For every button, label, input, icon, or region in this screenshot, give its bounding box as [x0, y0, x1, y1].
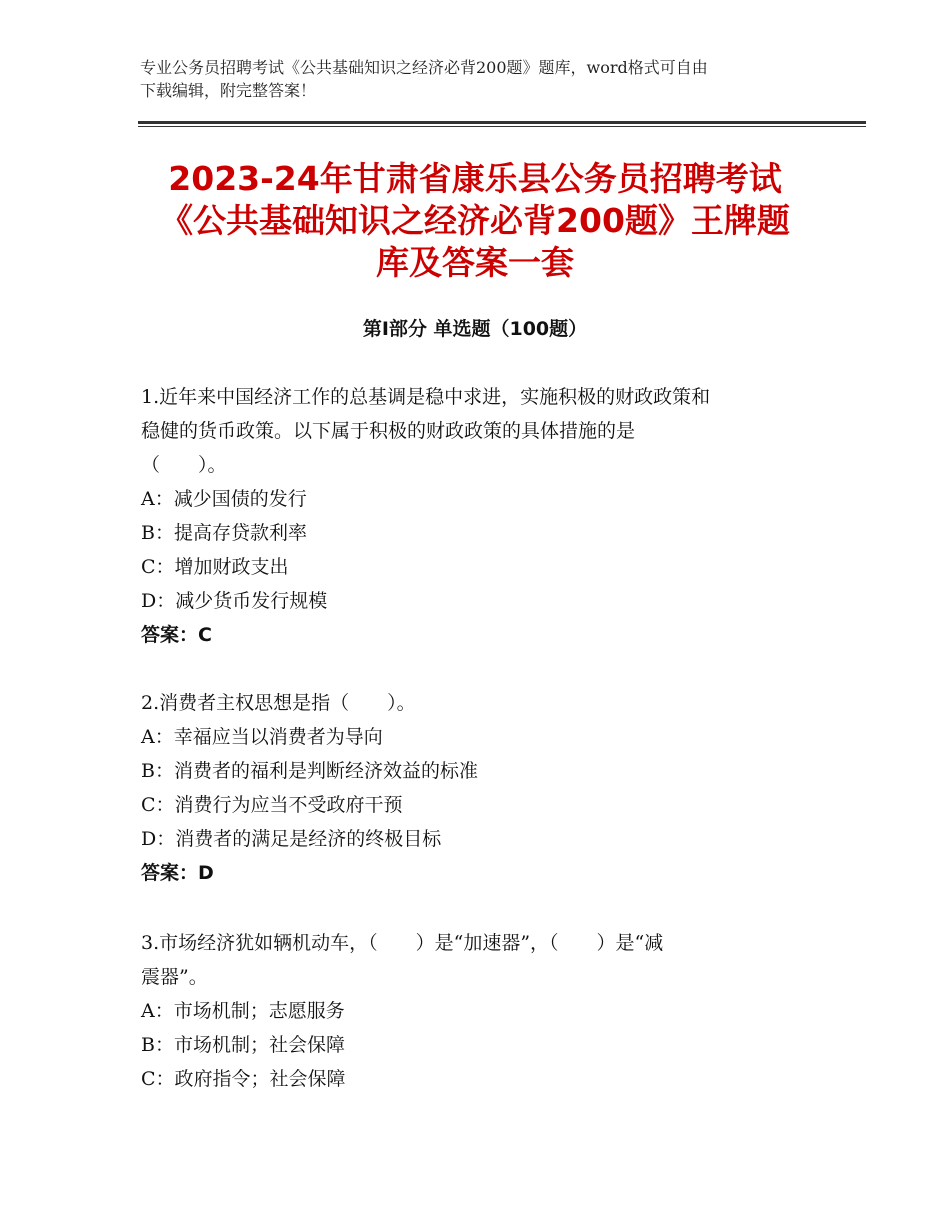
- section-heading: 第Ⅰ部分 单选题（100题）: [362, 318, 588, 340]
- question-3: [141, 926, 811, 1096]
- option-a: A：幸福应当以消费者为导向: [141, 726, 383, 748]
- option-a: A：减少国债的发行: [141, 488, 307, 510]
- option-d: D：消费者的满足是经济的终极目标: [141, 828, 442, 850]
- title-line: 2023-24年甘肃省康乐县公务员招聘考试: [168, 159, 782, 198]
- question-stem: 2.消费者主权思想是指（ ）。: [141, 692, 416, 714]
- option-c: C：增加财政支出: [141, 556, 289, 578]
- question-stem: 震器”。: [141, 966, 208, 988]
- answer-label: 答案：D: [141, 862, 214, 884]
- title-line: 库及答案一套: [376, 243, 574, 282]
- option-b: B：消费者的福利是判断经济效益的标准: [141, 760, 478, 782]
- question-1: [141, 380, 811, 652]
- header-note-line: 下载编辑，附完整答案！: [140, 81, 317, 100]
- question-stem: 稳健的货币政策。以下属于积极的财政政策的具体措施的是: [141, 420, 636, 442]
- header-divider: [138, 121, 866, 124]
- question-stem: 3.市场经济犹如辆机动车，（ ）是“加速器”，（ ）是“减: [141, 932, 664, 954]
- option-b: B：市场机制；社会保障: [141, 1034, 345, 1056]
- header-divider-thin: [138, 126, 866, 127]
- question-stem: 1.近年来中国经济工作的总基调是稳中求进，实施积极的财政政策和: [141, 386, 711, 408]
- option-b: B：提高存贷款利率: [141, 522, 307, 544]
- question-stem: （ ）。: [141, 454, 227, 476]
- title-line: 《公共基础知识之经济必背200题》王牌题: [160, 201, 790, 240]
- header-note: [140, 56, 810, 102]
- option-c: C：消费行为应当不受政府干预: [141, 794, 403, 816]
- question-2: [141, 686, 811, 890]
- answer-label: 答案：C: [141, 624, 212, 646]
- option-a: A：市场机制；志愿服务: [141, 1000, 345, 1022]
- option-c: C：政府指令；社会保障: [141, 1068, 346, 1090]
- option-d: D：减少货币发行规模: [141, 590, 328, 612]
- document-title: [130, 158, 820, 284]
- header-note-line: 专业公务员招聘考试《公共基础知识之经济必背200题》题库，word格式可自由: [140, 58, 708, 77]
